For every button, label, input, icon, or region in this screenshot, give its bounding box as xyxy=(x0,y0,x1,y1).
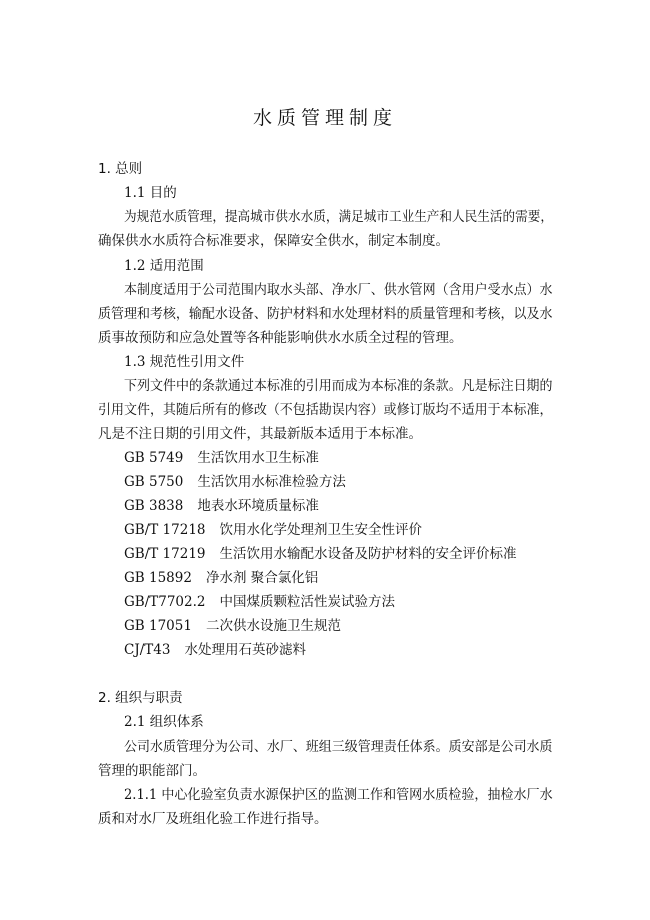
reference-code: GB 17051 xyxy=(124,618,192,634)
paragraph-line: 质和对水厂及班组化验工作进行指导。 xyxy=(98,811,328,827)
section-2-1-heading: 2.1 组织体系 xyxy=(124,714,204,730)
document-title: 水质管理制度 xyxy=(252,107,397,129)
reference-name: 地表水环境质量标准 xyxy=(197,498,319,514)
section-1-1-heading: 1.1 目的 xyxy=(124,185,177,201)
reference-code: GB/T7702.2 xyxy=(124,594,206,610)
reference-name: 二次供水设施卫生规范 xyxy=(205,618,341,634)
paragraph-line: 确保供水水质符合标准要求，保障安全供水，制定本制度。 xyxy=(98,233,449,249)
reference-item xyxy=(124,518,422,538)
reference-item xyxy=(124,494,319,514)
reference-code: GB 5749 xyxy=(124,450,184,466)
paragraph-line: 凡是不注日期的引用文件，其最新版本适用于本标准。 xyxy=(98,426,422,442)
reference-name: 中国煤质颗粒活性炭试验方法 xyxy=(219,594,395,610)
reference-name: 生活饮用水卫生标准 xyxy=(197,450,319,466)
reference-item xyxy=(124,470,346,490)
reference-code: CJ/T43 xyxy=(124,642,171,658)
section-1-2-heading: 1.2 适用范围 xyxy=(124,258,204,274)
reference-code: GB/T 17218 xyxy=(124,522,206,538)
reference-item xyxy=(124,590,395,610)
section-2-heading: 2. 组织与职责 xyxy=(98,690,183,706)
paragraph-line: 管理的职能部门。 xyxy=(98,763,206,779)
paragraph-line: 质事故预防和应急处置等各种能影响供水水质全过程的管理。 xyxy=(98,330,463,346)
reference-code: GB 5750 xyxy=(124,474,184,490)
section-1-heading: 1. 总则 xyxy=(98,161,143,177)
section-1-3-heading: 1.3 规范性引用文件 xyxy=(124,354,245,370)
reference-name: 饮用水化学处理剂卫生安全性评价 xyxy=(219,522,422,538)
reference-name: 水处理用石英砂滤料 xyxy=(184,642,306,658)
paragraph-line: 引用文件，其随后所有的修改（不包括勘误内容）或修订版均不适用于本标准， xyxy=(98,402,553,418)
paragraph-line: 为规范水质管理，提高城市供水水质，满足城市工业生产和人民生活的需要， xyxy=(124,209,553,225)
paragraph-line: 公司水质管理分为公司、水厂、班组三级管理责任体系。质安部是公司水质 xyxy=(124,739,553,755)
paragraph-line: 下列文件中的条款通过本标准的引用而成为本标准的条款。凡是标注日期的 xyxy=(124,378,553,394)
reference-item xyxy=(124,542,517,562)
reference-item xyxy=(124,446,319,466)
reference-code: GB 15892 xyxy=(124,570,192,586)
reference-name: 生活饮用水标准检验方法 xyxy=(197,474,346,490)
reference-name: 净水剂 聚合氯化铝 xyxy=(205,570,319,586)
reference-item xyxy=(124,566,318,586)
paragraph-line: 质管理和考核，输配水设备、防护材料和水处理材料的质量管理和考核，以及水 xyxy=(98,306,553,322)
reference-name: 生活饮用水输配水设备及防护材料的安全评价标准 xyxy=(219,546,517,562)
reference-code: GB 3838 xyxy=(124,498,184,514)
paragraph-line: 2.1.1 中心化验室负责水源保护区的监测工作和管网水质检验，抽检水厂水 xyxy=(124,787,553,803)
reference-code: GB/T 17219 xyxy=(124,546,206,562)
paragraph-line: 本制度适用于公司范围内取水头部、净水厂、供水管网（含用户受水点）水 xyxy=(124,282,553,298)
reference-item xyxy=(124,614,341,634)
reference-item xyxy=(124,638,306,658)
